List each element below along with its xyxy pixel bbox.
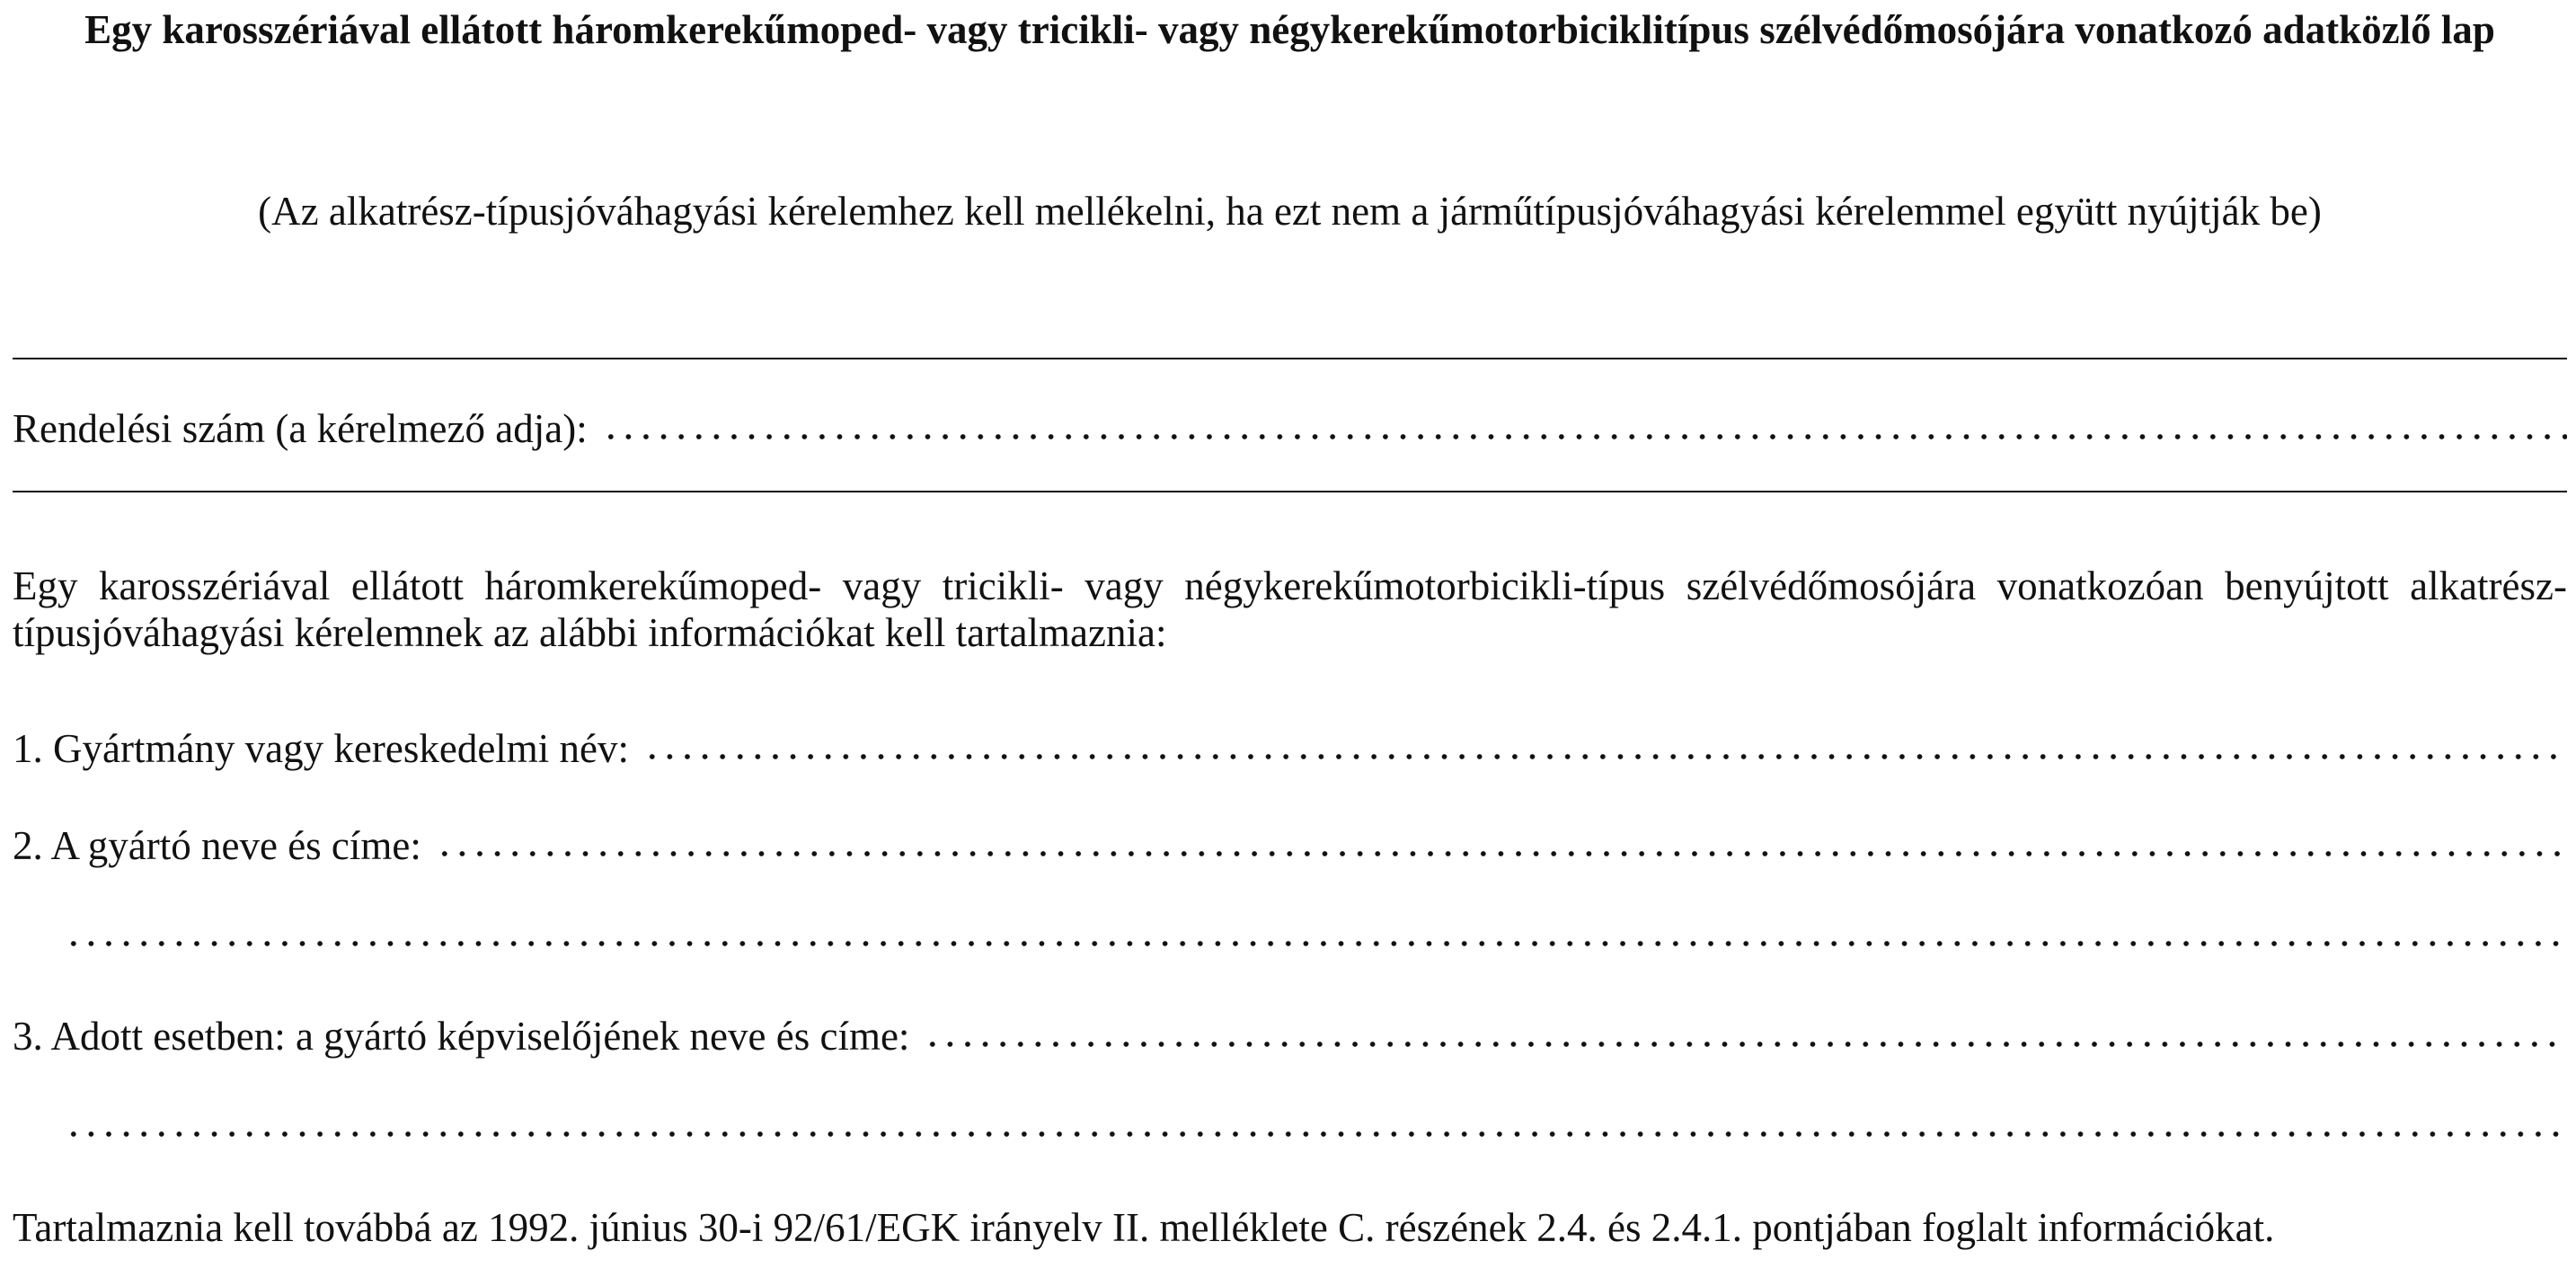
intro-paragraph: Egy karosszériával ellátott háromkerekűmoped- vagy tricikli- vagy négykerekűmotorbicikli-típus szélvédőmosójára vonatkozóan benyújtott alkatrész-típusjóváhagyási kérelemnek az alábbi információkat kell tartalmaznia:	[13, 563, 2567, 655]
horizontal-rule-top	[13, 358, 2567, 359]
representative-name-address-field[interactable]	[13, 1012, 2567, 1060]
manufacturer-name-address-field[interactable]	[13, 821, 2567, 870]
order-number-label: Rendelési szám (a kérelmező adja):	[13, 406, 588, 451]
document-title: Egy karosszériával ellátott háromkerekűmoped- vagy tricikli- vagy négykerekűmotorbiciklitípus szélvédőmosójára vonatkozó adatközlő lap	[84, 7, 2495, 52]
item-2-continuation-line[interactable]	[65, 940, 2567, 947]
document-subtitle: (Az alkatrész-típusjóváhagyási kérelemhez kell mellékelni, ha ezt nem a járműtípusjóváhagyási kérelemmel együtt nyújtják be)	[258, 189, 2322, 234]
document-page	[13, 0, 2567, 1268]
horizontal-rule-bottom	[13, 491, 2567, 492]
item-2-fill-line[interactable]	[436, 850, 2567, 857]
item-2-label: 2. A gyártó neve és címe:	[13, 823, 421, 868]
item-1-fill-line[interactable]	[643, 753, 2567, 760]
item-1-label: 1. Gyártmány vagy kereskedelmi név:	[13, 726, 630, 771]
manufacturer-brand-field[interactable]	[13, 724, 2567, 773]
order-number-fill-line[interactable]	[602, 433, 2567, 440]
closing-paragraph: Tartalmaznia kell továbbá az 1992. június 30-i 92/61/EGK irányelv II. melléklete C. részének 2.4. és 2.4.1. pontjában foglalt információkat.	[13, 1205, 2275, 1250]
item-3-fill-line[interactable]	[924, 1041, 2567, 1048]
order-number-field[interactable]	[13, 404, 2567, 453]
item-3-continuation-line[interactable]	[65, 1131, 2567, 1138]
item-3-label: 3. Adott esetben: a gyártó képviselőjének neve és címe:	[13, 1014, 910, 1059]
